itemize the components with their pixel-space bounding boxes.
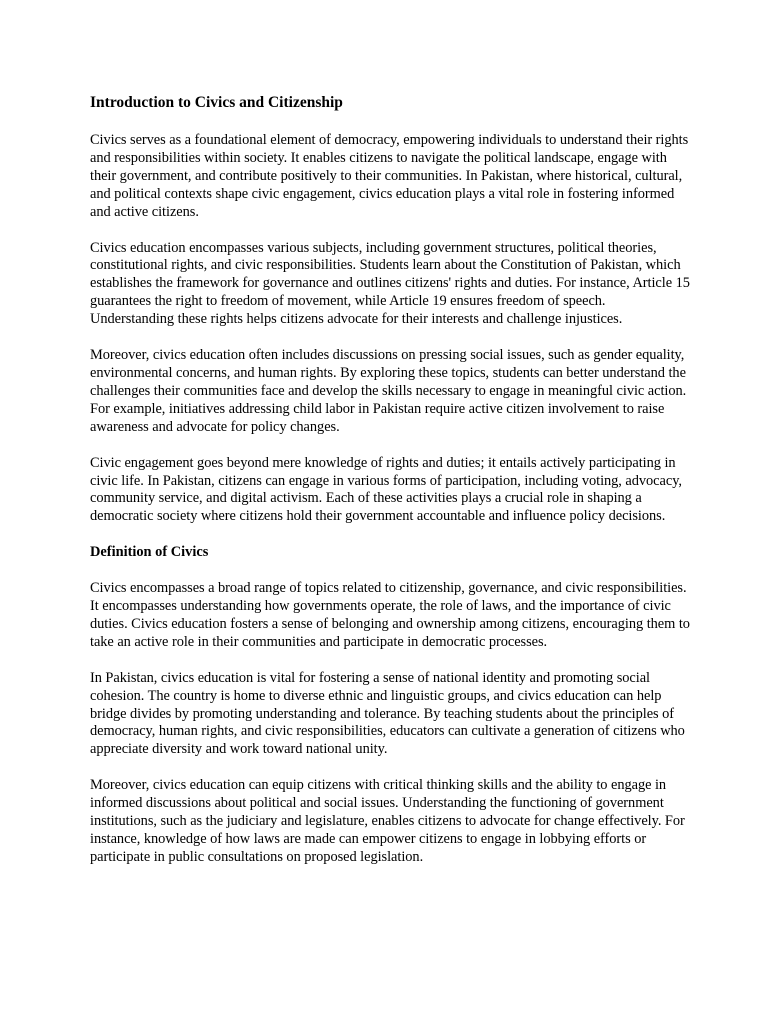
document-title: Introduction to Civics and Citizenship xyxy=(90,94,343,111)
paragraph: Civics education encompasses various subjects, including government structures, political theories, constitutional rights, and civic responsibilities. Students learn about the Constitution of Pakistan, which establishes the framework for governance and outlines citizens' rights and duties. For instance, Article 15 guarantees the right to freedom of movement, while Article 19 ensures freedom of speech. Understanding these rights helps citizens advocate for their interests and challenge injustices. xyxy=(90,239,690,328)
paragraph: Civics serves as a foundational element of democracy, empowering individuals to understand their rights and responsibilities within society. It enables citizens to navigate the political landscape, engage with their government, and contribute positively to their communities. In Pakistan, where historical, cultural, and political contexts shape civic engagement, civics education plays a vital role in fostering informed and active citizens. xyxy=(90,132,689,220)
paragraph: In Pakistan, civics education is vital for fostering a sense of national identity and promoting social cohesion. The country is home to diverse ethnic and linguistic groups, and civics education can help bridge divides by promoting understanding and tolerance. By teaching students about the principles of democracy, human rights, and civic responsibilities, educators can cultivate a generation of citizens who appreciate diversity and work toward national unity. xyxy=(90,669,685,758)
paragraph: Civics encompasses a broad range of topics related to citizenship, governance, and civic responsibilities. It encompasses understanding how governments operate, the role of laws, and the importance of civic duties. Civics education fosters a sense of belonging and ownership among citizens, encouraging them to take an active role in their communities and participate in democratic processes. xyxy=(90,580,690,650)
paragraph: Civic engagement goes beyond mere knowledge of rights and duties; it entails actively participating in civic life. In Pakistan, citizens can engage in various forms of participation, including voting, advocacy, community service, and digital activism. Each of these activities plays a crucial role in shaping a democratic society where citizens hold their government accountable and influence policy decisions. xyxy=(90,454,682,525)
document-page xyxy=(90,92,690,885)
section-heading: Definition of Civics xyxy=(90,544,209,561)
paragraph: Moreover, civics education often includes discussions on pressing social issues, such as gender equality, environmental concerns, and human rights. By exploring these topics, students can better understand the challenges their communities face and develop the skills necessary to engage in meaningful civic action. For example, initiatives addressing child labor in Pakistan require active citizen involvement to raise awareness and advocate for policy changes. xyxy=(90,347,687,435)
paragraph: Moreover, civics education can equip citizens with critical thinking skills and the ability to engage in informed discussions about political and social issues. Understanding the functioning of government institutions, such as the judiciary and legislature, enables citizens to advocate for change effectively. For instance, knowledge of how laws are made can empower citizens to engage in lobbying efforts or participate in public consultations on proposed legislation. xyxy=(90,777,685,865)
